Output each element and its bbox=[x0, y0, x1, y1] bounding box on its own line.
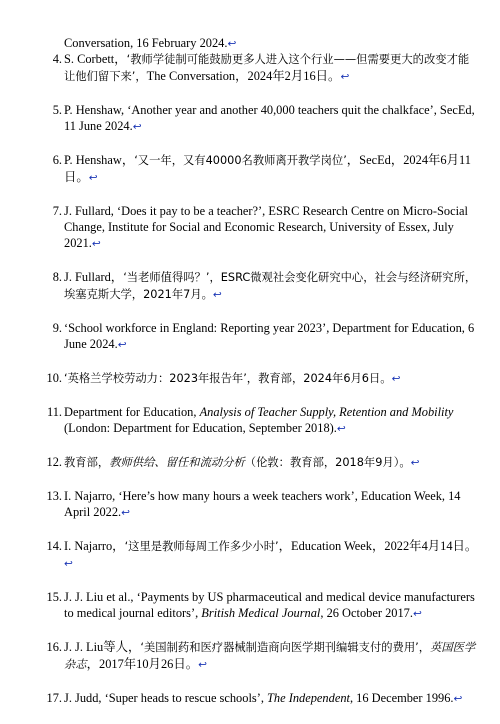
citation-title: Analysis of Teacher Supply, Retention and Mobility bbox=[199, 405, 454, 419]
citation-text: （伦敦：教育部，2018年9月）。 bbox=[244, 456, 411, 469]
endnote-number: 13. bbox=[46, 489, 62, 503]
backref-link[interactable] bbox=[92, 238, 101, 250]
citation-text: J. J. Liu等人， bbox=[64, 640, 141, 654]
backref-link[interactable] bbox=[64, 558, 73, 570]
endnote-number: 17. bbox=[46, 691, 62, 705]
endnote-item bbox=[0, 269, 500, 303]
citation-text: I. Najarro, ‘Here’s how many hours a week teachers work’, Education Week, 14 April 2022. bbox=[64, 489, 461, 519]
backref-link[interactable] bbox=[413, 608, 422, 620]
backref-link[interactable] bbox=[340, 71, 349, 83]
backref-link[interactable] bbox=[213, 289, 222, 301]
endnote-item bbox=[0, 203, 500, 252]
citation-text: J. J. Liu et al., ‘Payments by US pharmaceutical and medical device manufacturers to medical journal editors’, bbox=[64, 590, 475, 620]
backref-link[interactable] bbox=[337, 423, 346, 435]
citation-text: J. Fullard， bbox=[64, 270, 124, 284]
endnote-item bbox=[0, 639, 500, 673]
note-continuation-text: Conversation, 16 February 2024. bbox=[64, 36, 228, 50]
backref-link[interactable] bbox=[411, 457, 420, 469]
citation-text: P. Henshaw, ‘Another year and another 40,000 teachers quit the chalkface’, SecEd, 11 June 2024. bbox=[64, 103, 475, 133]
citation-text: I. Najarro， bbox=[64, 539, 125, 553]
citation-text: ‘英格兰学校劳动力：2023年报告年’，教育部，2024年6月6日。 bbox=[64, 372, 392, 385]
endnote-item bbox=[0, 690, 500, 707]
note-continuation bbox=[64, 35, 484, 52]
backref-link[interactable] bbox=[133, 121, 142, 133]
endnote-number: 4. bbox=[52, 52, 62, 66]
endnotes-list bbox=[0, 51, 500, 724]
citation-text: ，Education Week，2022年4月14日。 bbox=[278, 539, 478, 553]
endnote-number: 16. bbox=[46, 640, 62, 654]
citation-text: , 16 December 1996. bbox=[349, 691, 454, 705]
endnote-item bbox=[0, 404, 500, 437]
citation-title: British Medical Journal bbox=[201, 606, 321, 620]
citation-text: J. Fullard, ‘Does it pay to be a teacher?’, ESRC Research Centre on Micro-Social Change, Institute for Social and Economic Research, University of Essex, July 2021. bbox=[64, 204, 468, 250]
endnote-item bbox=[0, 51, 500, 85]
citation-text: The Conversation，2024年2月16日。 bbox=[146, 69, 341, 83]
citation-text: ‘当老师值得吗？’，ESRC微观社会变化研究中心，社会与经济研究所，埃塞克斯大学，2021年7月。 bbox=[64, 271, 477, 301]
endnote-number: 15. bbox=[46, 590, 62, 604]
endnote-item bbox=[0, 370, 500, 387]
citation-text: ‘教师学徒制可能鼓励更多人进入这个行业——但需要更大的改变才能让他们留下来’， bbox=[64, 53, 470, 83]
endnote-number: 12. bbox=[46, 455, 62, 469]
citation-text: P. Henshaw， bbox=[64, 153, 135, 167]
endnote-number: 7. bbox=[52, 204, 62, 218]
endnote-item bbox=[0, 538, 500, 572]
endnote-item bbox=[0, 454, 500, 471]
endnote-item bbox=[0, 320, 500, 353]
citation-title: The Independent bbox=[267, 691, 350, 705]
citation-text: ‘这里是教师每周工作多少小时’ bbox=[124, 540, 279, 553]
endnote-number: 5. bbox=[52, 103, 62, 117]
citation-title: 教师供给、留任和流动分析 bbox=[109, 456, 245, 469]
citation-text: ‘美国制药和医疗器械制造商向医学期刊编辑支付的费用’， bbox=[140, 641, 431, 654]
citation-text: ，SecEd，2024年6月11日。 bbox=[64, 153, 471, 184]
endnote-item bbox=[0, 152, 500, 186]
endnote-number: 14. bbox=[46, 539, 62, 553]
citation-text: , 26 October 2017. bbox=[320, 606, 413, 620]
citation-text: S. Corbett， bbox=[64, 52, 127, 66]
endnote-item bbox=[0, 488, 500, 521]
backref-link[interactable] bbox=[454, 693, 463, 705]
citation-text: ‘School workforce in England: Reporting year 2023’, Department for Education, 6 June 2024. bbox=[64, 321, 475, 351]
endnote-item bbox=[0, 102, 500, 135]
endnote-number: 11. bbox=[46, 405, 62, 419]
citation-text: ，2017年10月26日。 bbox=[86, 657, 199, 671]
citation-text: ‘又一年，又有40000名教师离开教学岗位’ bbox=[134, 154, 347, 167]
citation-text: (London: Department for Education, September 2018). bbox=[64, 421, 337, 435]
backref-link[interactable] bbox=[227, 38, 236, 50]
backref-link[interactable] bbox=[118, 339, 127, 351]
backref-link[interactable] bbox=[121, 507, 130, 519]
endnote-number: 10. bbox=[46, 371, 62, 385]
endnote-number: 6. bbox=[52, 153, 62, 167]
citation-text: 教育部， bbox=[64, 456, 110, 469]
backref-link[interactable] bbox=[89, 172, 98, 184]
citation-title: 英国医学杂志 bbox=[64, 641, 476, 671]
endnote-item bbox=[0, 589, 500, 622]
backref-link[interactable] bbox=[198, 659, 207, 671]
endnote-number: 9. bbox=[52, 321, 62, 335]
citation-text: J. Judd, ‘Super heads to rescue schools’, bbox=[64, 691, 268, 705]
citation-text: Department for Education, bbox=[64, 405, 200, 419]
backref-link[interactable] bbox=[392, 373, 401, 385]
endnote-number: 8. bbox=[52, 270, 62, 284]
